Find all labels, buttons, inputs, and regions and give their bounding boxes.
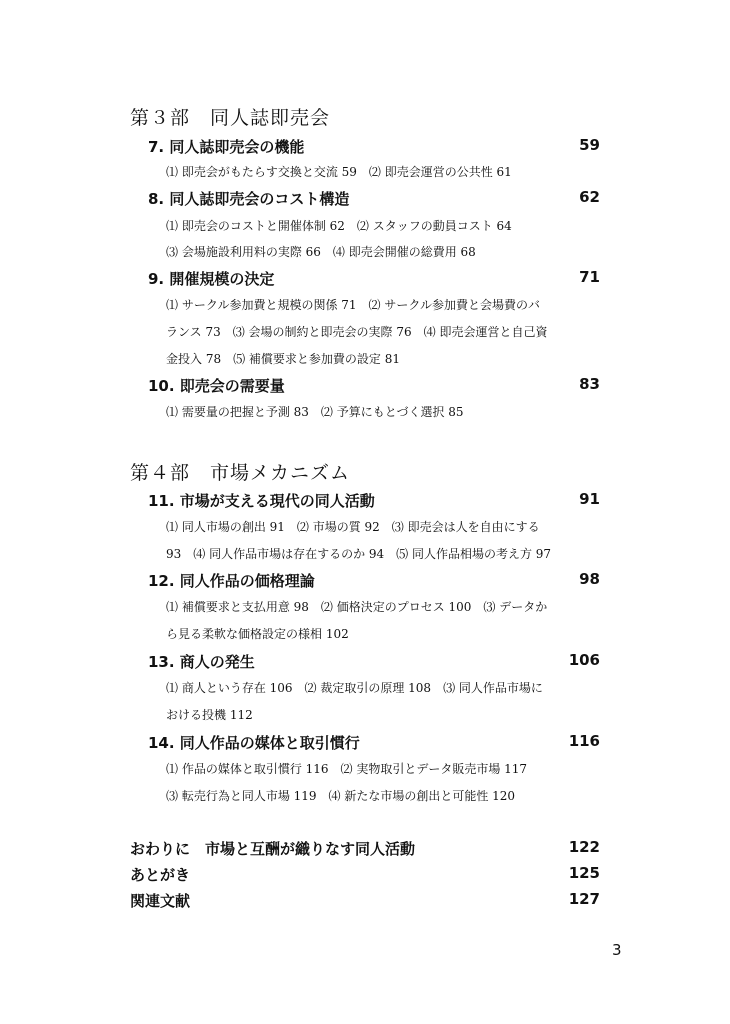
section-line: ⑴ 即売会のコストと開催体制 62 ⑵ スタッフの動員コスト 64: [166, 219, 512, 233]
section-line: 金投入 78 ⑸ 補償要求と参加費の設定 81: [166, 352, 400, 366]
entry-page: 122: [568, 838, 600, 856]
chapter-title: 13. 商人の発生: [148, 653, 255, 671]
section-line: ⑴ 同人市場の創出 91 ⑵ 市場の質 92 ⑶ 即売会は人を自由にする: [166, 520, 540, 534]
chapter-8: [148, 188, 600, 209]
chapter-page: 106: [568, 651, 600, 669]
section-line: ⑶ 転売行為と同人市場 119 ⑷ 新たな市場の創出と可能性 120: [166, 789, 516, 803]
afterword-entry: [130, 838, 600, 859]
chapter-page: 62: [579, 188, 600, 206]
section-line: ⑴ 需要量の把握と予測 83 ⑵ 予算にもとづく選択 85: [166, 405, 464, 419]
section-line: おける投機 112: [166, 708, 253, 722]
section-line: ⑴ 即売会がもたらす交換と交流 59 ⑵ 即売会運営の公共性 61: [166, 165, 512, 179]
entry-title: おわりに 市場と互酬が織りなす同人活動: [130, 840, 416, 858]
chapter-title: 8. 同人誌即売会のコスト構造: [148, 190, 350, 208]
chapter-title: 14. 同人作品の媒体と取引慣行: [148, 734, 360, 752]
chapter-9: [148, 268, 600, 289]
section-line: 93 ⑷ 同人作品市場は存在するのか 94 ⑸ 同人作品相場の考え方 97: [166, 547, 552, 561]
section-line: ⑶ 会場施設利用料の実際 66 ⑷ 即売会開催の総費用 68: [166, 245, 476, 259]
section-line: ランス 73 ⑶ 会場の制約と即売会の実際 76 ⑷ 即売会運営と自己資: [166, 325, 548, 339]
chapter-7: [148, 136, 600, 157]
section-line: ⑴ 商人という存在 106 ⑵ 裁定取引の原理 108 ⑶ 同人作品市場に: [166, 681, 543, 695]
chapter-title: 7. 同人誌即売会の機能: [148, 138, 305, 156]
references-entry: [130, 890, 600, 911]
chapter-page: 59: [579, 136, 600, 154]
section-line: ら見る柔軟な価格設定の様相 102: [166, 627, 349, 641]
chapter-page: 83: [579, 375, 600, 393]
chapter-12: [148, 570, 600, 591]
entry-title: 関連文献: [130, 892, 191, 910]
chapter-14: [148, 732, 600, 753]
section-line: ⑴ サークル参加費と規模の関係 71 ⑵ サークル参加費と会場費のバ: [166, 298, 540, 312]
chapter-page: 116: [568, 732, 600, 750]
page-number: 3: [612, 941, 622, 959]
entry-title: あとがき: [130, 866, 191, 884]
chapter-page: 91: [579, 490, 600, 508]
chapter-10: [148, 375, 600, 396]
chapter-page: 98: [579, 570, 600, 588]
part4-heading: 第４部 市場メカニズム: [130, 462, 351, 484]
chapter-title: 11. 市場が支える現代の同人活動: [148, 492, 375, 510]
chapter-title: 10. 即売会の需要量: [148, 377, 285, 395]
postscript-entry: [130, 864, 600, 885]
chapter-11: [148, 490, 600, 511]
chapter-13: [148, 651, 600, 672]
chapter-title: 9. 開催規模の決定: [148, 270, 275, 288]
entry-page: 125: [568, 864, 600, 882]
chapter-title: 12. 同人作品の価格理論: [148, 572, 315, 590]
chapter-page: 71: [579, 268, 600, 286]
section-line: ⑴ 作品の媒体と取引慣行 116 ⑵ 実物取引とデータ販売市場 117: [166, 762, 528, 776]
entry-page: 127: [568, 890, 600, 908]
section-line: ⑴ 補償要求と支払用意 98 ⑵ 価格決定のプロセス 100 ⑶ データか: [166, 600, 548, 614]
part3-heading: 第３部 同人誌即売会: [130, 107, 331, 129]
